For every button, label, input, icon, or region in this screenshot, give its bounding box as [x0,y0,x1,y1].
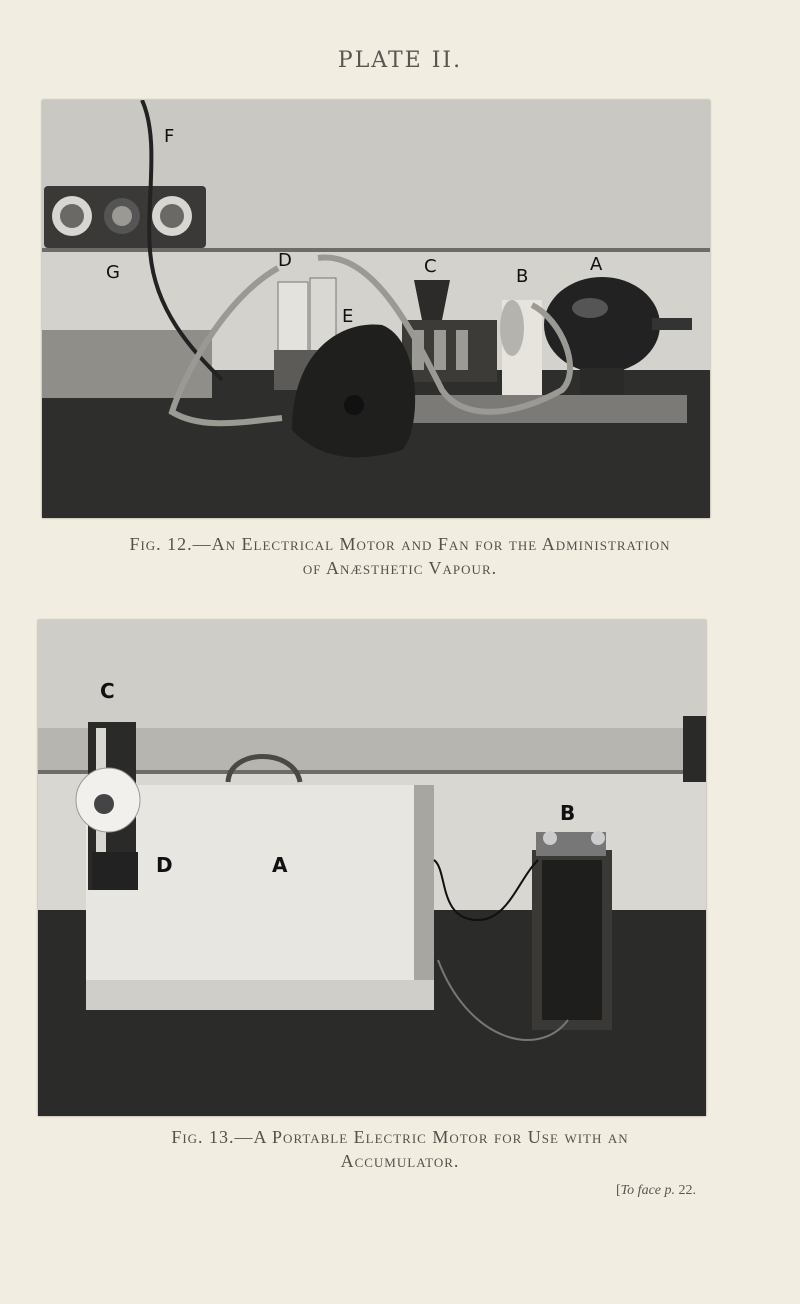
label-b: B [516,266,529,287]
label-g: G [106,262,120,283]
figure-12-caption-line-2: of Anæsthetic Vapour. [302,558,498,578]
label-c: C [424,256,437,277]
label-a: A [590,254,603,275]
accumulator-b [532,831,612,1030]
fan-b [500,300,542,395]
figure-13-caption-line-2: Accumulator. [340,1151,460,1171]
label-b: B [560,801,576,825]
label-d: D [278,250,292,271]
figure-13-caption-line-1: Fig. 13.—A Portable Electric Motor for Use with an [171,1127,629,1147]
label-d: D [156,853,173,877]
figure-13-caption [60,1125,740,1173]
label-f: F [164,126,175,147]
label-e: E [342,306,354,327]
figure-12-caption [60,532,740,580]
facing-page-note: [To face p. 22. [616,1183,696,1198]
plate-title: PLATE II. [337,48,463,73]
socket-strip [44,186,206,248]
label-a: A [272,853,288,877]
label-c: C [100,679,115,703]
figure-12-caption-line-1: Fig. 12.—An Electrical Motor and Fan for the Administration [129,534,671,554]
figure-12-photograph [42,100,710,518]
facing-page-number: 22. [678,1183,696,1198]
facing-text: To face p. [620,1183,675,1198]
figure-13-photograph [38,620,706,1116]
